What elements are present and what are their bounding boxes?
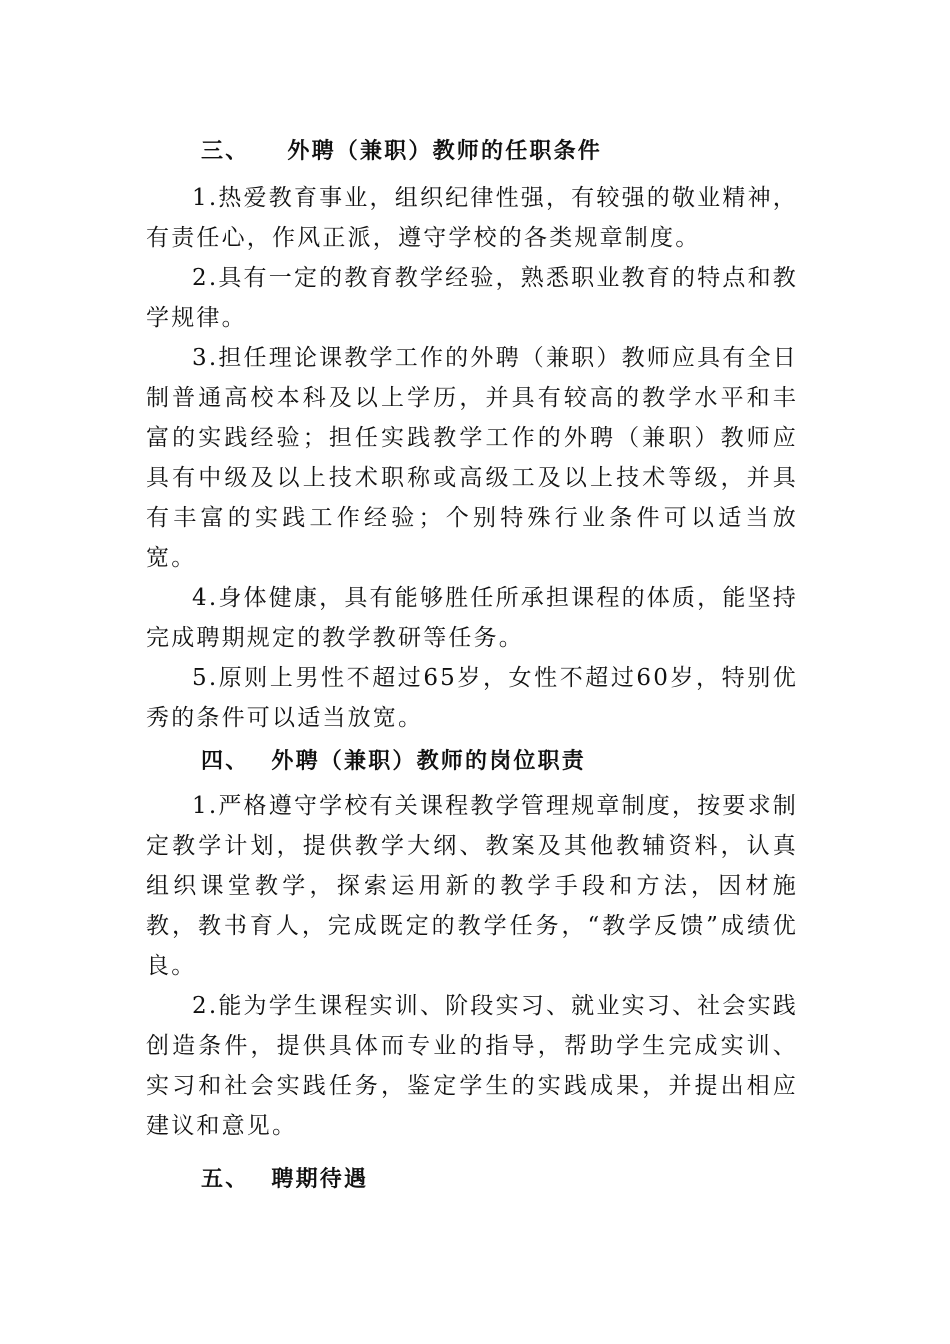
section-heading-4 [146,740,798,784]
section-title: 外聘（兼职）教师的任职条件 [287,139,603,164]
paragraph: 2.能为学生课程实训、阶段实习、就业实习、社会实践创造条件，提供具体而专业的指导，帮助学生完成实训、实习和社会实践任务，鉴定学生的实践成果，并提出相应建议和意见。 [146,993,798,1139]
section-number: 三、 [201,139,250,164]
paragraph: 1.严格遵守学校有关课程教学管理规章制度，按要求制定教学计划，提供教学大纲、教案及其他教辅资料，认真组织课堂教学，探索运用新的教学手段和方法，因材施教，教书育人，完成既定的教学任务，“教学反馈”成绩优良。 [146,793,798,979]
paragraph: 1.热爱教育事业，组织纪律性强，有较强的敬业精神，有责任心，作风正派，遵守学校的各类规章制度。 [146,185,798,251]
paragraph: 3.担任理论课教学工作的外聘（兼职）教师应具有全日制普通高校本科及以上学历，并具有较高的教学水平和丰富的实践经验；担任实践教学工作的外聘（兼职）教师应具有中级及以上技术职称或高级工及以上技术等级，并具有丰富的实践工作经验；个别特殊行业条件可以适当放宽。 [146,345,798,571]
section-title: 外聘（兼职）教师的岗位职责 [271,749,587,774]
section-title: 聘期待遇 [271,1167,369,1192]
paragraph: 5.原则上男性不超过65岁，女性不超过60岁，特别优秀的条件可以适当放宽。 [146,665,798,731]
document-body [146,130,798,1202]
section-number: 五、 [201,1167,250,1192]
section-heading-3 [146,130,798,174]
paragraph: 2.具有一定的教育教学经验，熟悉职业教育的特点和教学规律。 [146,265,798,331]
section-number: 四、 [201,749,250,774]
paragraph: 4.身体健康，具有能够胜任所承担课程的体质，能坚持完成聘期规定的教学教研等任务。 [146,585,798,651]
section-heading-5 [146,1158,798,1202]
